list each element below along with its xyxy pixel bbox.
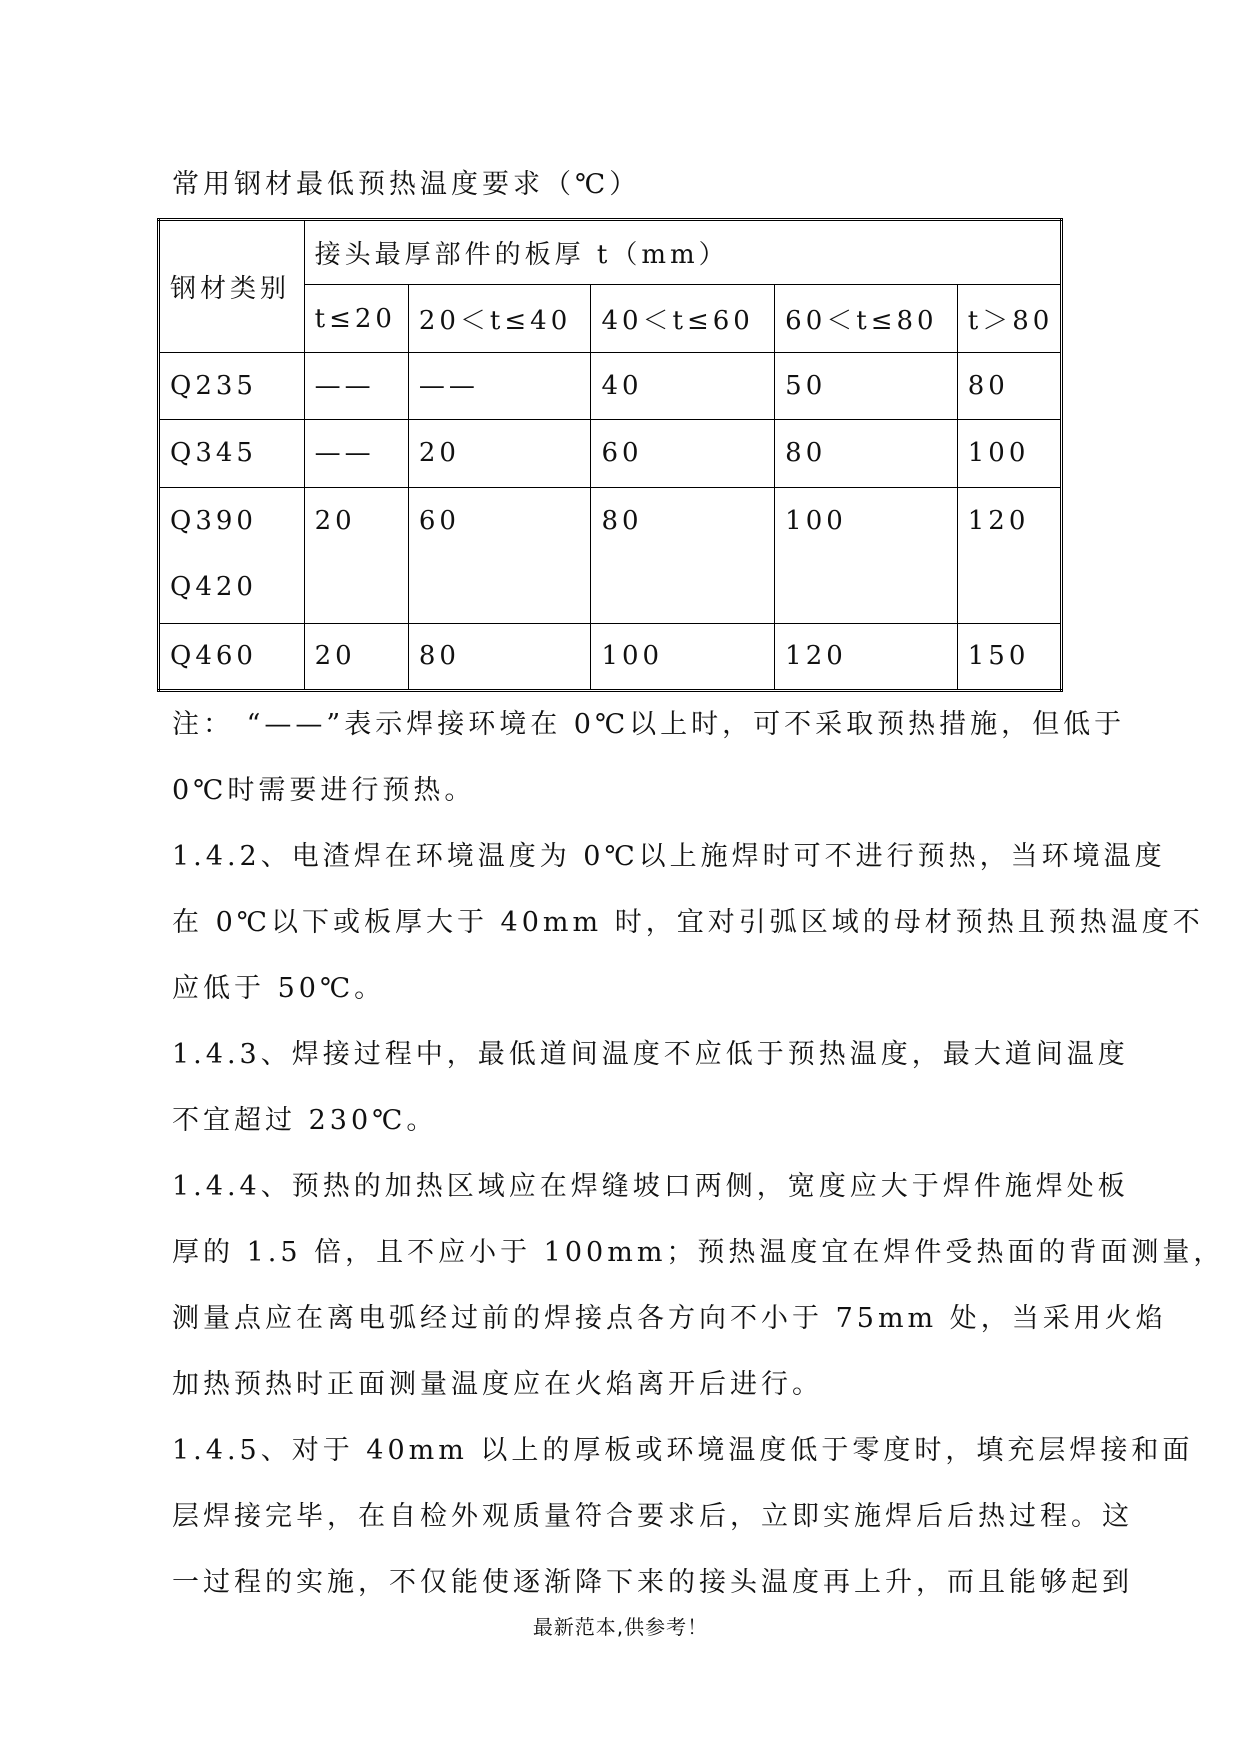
value-cell: 100	[591, 623, 775, 690]
text-line: 加热预热时正面测量温度应在火焰离开后进行。	[172, 1369, 823, 1400]
value-cell: 20	[304, 623, 408, 690]
value-cell: 80	[957, 352, 1061, 419]
text-line: 1.4.2、电渣焊在环境温度为 0℃以上施焊时可不进行预热，当环境温度	[172, 841, 1166, 872]
section-1-4-4-paragraph	[172, 1154, 1225, 1418]
value-cell: 150	[957, 623, 1061, 690]
value-cell: 80	[775, 420, 958, 487]
section-1-4-5-paragraph	[172, 1418, 1194, 1616]
steel-grade-cell: Q460	[159, 623, 305, 690]
value-cell: 100	[957, 420, 1061, 487]
text-line: 不宜超过 230℃。	[172, 1105, 438, 1136]
note-paragraph	[172, 692, 1126, 824]
text-line: 1.4.3、焊接过程中，最低道间温度不应低于预热温度，最大道间温度	[172, 1039, 1129, 1070]
value-cell: 80	[591, 487, 775, 623]
table-title: 常用钢材最低预热温度要求（℃）	[172, 169, 641, 200]
column-header: 40＜t≤60	[591, 285, 775, 352]
section-1-4-2-paragraph	[172, 824, 1204, 1022]
table-row	[159, 420, 1062, 487]
preheat-table	[157, 218, 1063, 692]
steel-type-header: 钢材类别	[159, 220, 305, 353]
column-header: 20＜t≤40	[408, 285, 591, 352]
section-1-4-3-paragraph	[172, 1022, 1129, 1154]
steel-grade-cell: Q235	[159, 352, 305, 419]
text-line: 一过程的实施，不仅能使逐渐降下来的接头温度再上升，而且能够起到	[172, 1567, 1133, 1598]
text-line: 在 0℃以下或板厚大于 40mm 时，宜对引弧区域的母材预热且预热温度不	[172, 907, 1204, 938]
value-cell: ——	[304, 352, 408, 419]
steel-grade-line: Q390	[170, 505, 257, 536]
steel-grade-cell	[159, 487, 305, 623]
value-cell: 100	[775, 487, 958, 623]
text-line: 1.4.5、对于 40mm 以上的厚板或环境温度低于零度时，填充层焊接和面	[172, 1435, 1194, 1466]
value-cell: 120	[775, 623, 958, 690]
column-header: t≤20	[304, 285, 408, 352]
value-cell: 120	[957, 487, 1061, 623]
page-footer: 最新范本,供参考！	[532, 1615, 709, 1639]
text-line: 测量点应在离电弧经过前的焊接点各方向不小于 75mm 处，当采用火焰	[172, 1303, 1167, 1334]
text-line: 1.4.4、预热的加热区域应在焊缝坡口两侧，宽度应大于焊件施焊处板	[172, 1171, 1129, 1202]
value-cell: 60	[408, 487, 591, 623]
column-header: t＞80	[957, 285, 1061, 352]
table-row	[159, 352, 1062, 419]
value-cell: 20	[408, 420, 591, 487]
table-row	[159, 623, 1062, 690]
text-line: 厚的 1.5 倍，且不应小于 100mm；预热温度宜在焊件受热面的背面测量，	[172, 1237, 1225, 1268]
thickness-group-header: 接头最厚部件的板厚 t（mm）	[304, 220, 1061, 285]
text-line: 注： “——”表示焊接环境在 0℃以上时，可不采取预热措施，但低于	[172, 709, 1126, 740]
column-header: 60＜t≤80	[775, 285, 958, 352]
steel-grade-line: Q420	[170, 571, 257, 602]
value-cell: 50	[775, 352, 958, 419]
value-cell: ——	[408, 352, 591, 419]
value-cell: 40	[591, 352, 775, 419]
steel-grade-cell: Q345	[159, 420, 305, 487]
text-line: 0℃时需要进行预热。	[172, 775, 476, 806]
table-row	[159, 487, 1062, 623]
value-cell: 60	[591, 420, 775, 487]
value-cell: 80	[408, 623, 591, 690]
value-cell: ——	[304, 420, 408, 487]
text-line: 层焊接完毕，在自检外观质量符合要求后，立即实施焊后后热过程。这	[172, 1501, 1133, 1532]
text-line: 应低于 50℃。	[172, 973, 386, 1004]
value-cell: 20	[304, 487, 408, 623]
